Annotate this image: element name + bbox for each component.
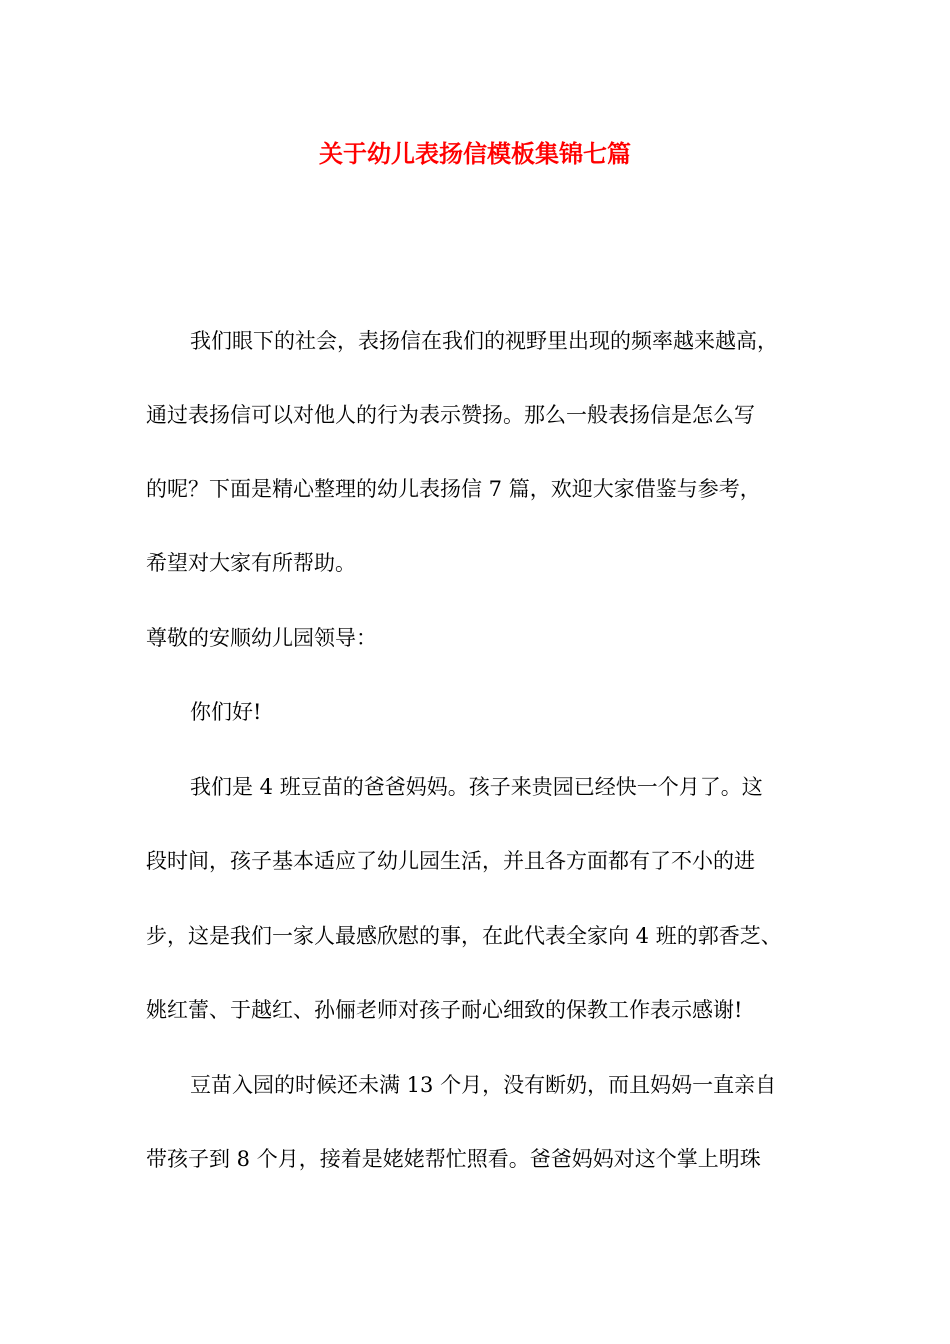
- body-line: 希望对大家有所帮助。: [146, 551, 356, 575]
- greeting: 你们好!: [190, 700, 262, 724]
- body-line: 段时间，孩子基本适应了幼儿园生活，并且各方面都有了不小的进: [146, 849, 755, 873]
- body-line: 姚红蕾、于越红、孙俪老师对孩子耐心细致的保教工作表示感谢!: [146, 998, 743, 1022]
- body-line: 豆苗入园的时候还未满 13 个月，没有断奶，而且妈妈一直亲自: [190, 1073, 777, 1097]
- body-line: 我们是 4 班豆苗的爸爸妈妈。孩子来贵园已经快一个月了。这: [190, 775, 763, 799]
- body-line: 带孩子到 8 个月，接着是姥姥帮忙照看。爸爸妈妈对这个掌上明珠: [146, 1147, 761, 1171]
- body-line: 的呢？下面是精心整理的幼儿表扬信 7 篇，欢迎大家借鉴与参考，: [146, 477, 761, 501]
- salutation: 尊敬的安顺幼儿园领导：: [146, 626, 377, 650]
- body-line: 通过表扬信可以对他人的行为表示赞扬。那么一般表扬信是怎么写: [146, 403, 755, 427]
- body-line: 步，这是我们一家人最感欣慰的事，在此代表全家向 4 班的郭香芝、: [146, 924, 782, 948]
- body-line: 我们眼下的社会，表扬信在我们的视野里出现的频率越来越高，: [190, 329, 778, 353]
- page-title: 关于幼儿表扬信模板集锦七篇: [319, 139, 631, 168]
